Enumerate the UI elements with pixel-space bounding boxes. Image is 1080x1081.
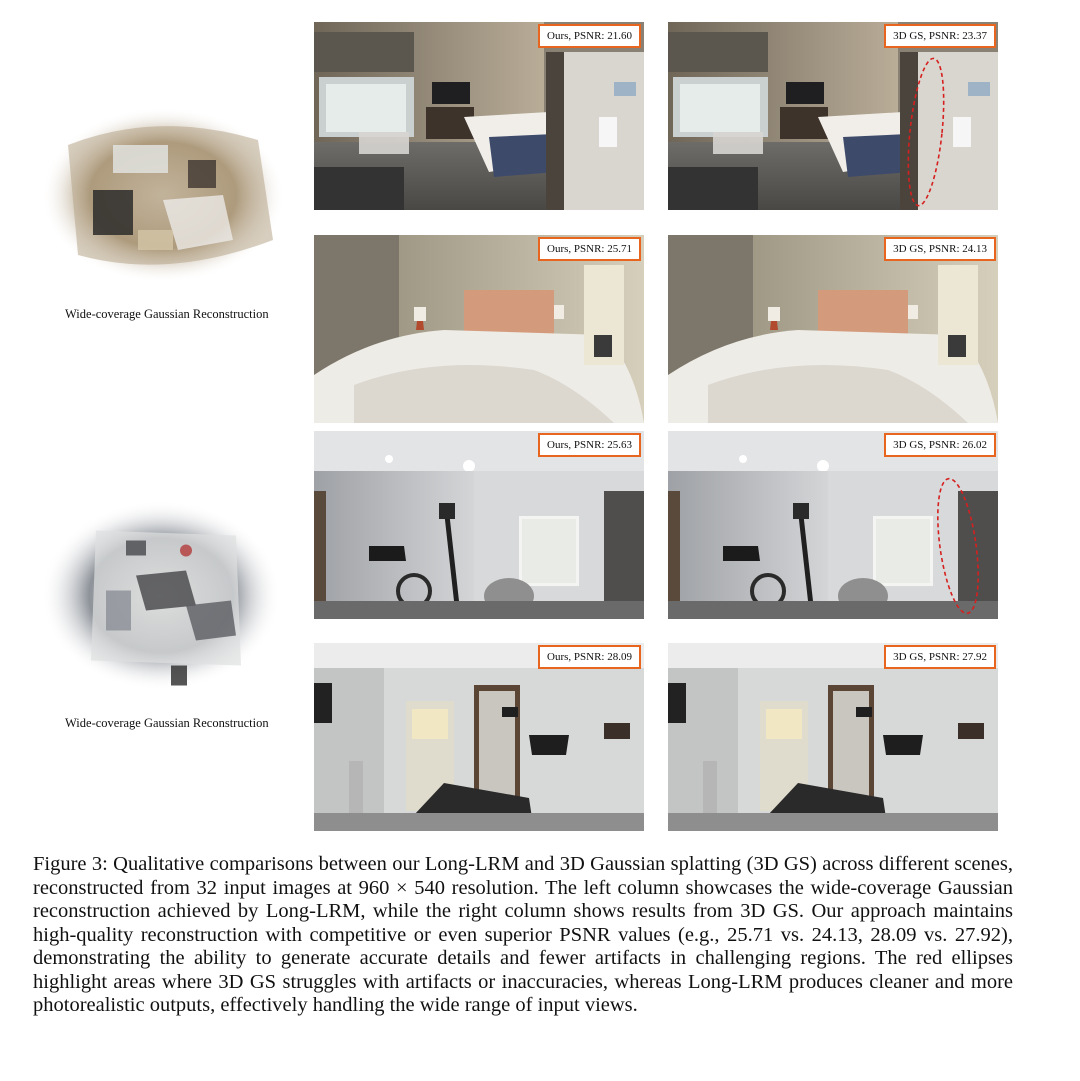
ours-render-row4 [314,643,644,831]
ours-render-row3 [314,431,644,619]
ours-psnr-label: Ours, PSNR: 28.09 [538,645,641,669]
reconstruction-caption-1: Wide-coverage Gaussian Reconstruction [65,307,269,321]
reconstruction-caption-2: Wide-coverage Gaussian Reconstruction [65,716,269,730]
figure-caption: Figure 3: Qualitative comparisons between our Long-LRM and 3D Gaussian splatting (3D GS) across different scenes, reconstructed from 32 input images at 960 × 540 resolution. The left column showcases the wide-coverage Gaussian reconstruction achieved by Long-LRM, while the right column shows results from 3D GS. Our approach maintains high-quality reconstruction with competitive or even superior PSNR values (e.g., 25.71 vs. 24.13, 28.09 vs. 27.92), demonstrating the ability to generate accurate details and fewer artifacts in challenging regions. The red ellipses highlight areas where 3D GS struggles with artifacts or inaccuracies, whereas Long-LRM produces cleaner and more photorealistic outputs, effectively handling the wide range of input views. [33,853,1013,1016]
3dgs-render-row3 [668,431,998,619]
ours-psnr-label: Ours, PSNR: 25.63 [538,433,641,457]
3dgs-psnr-label: 3D GS, PSNR: 26.02 [884,433,996,457]
ours-psnr-label: Ours, PSNR: 25.71 [538,237,641,261]
ours-render-row2 [314,235,644,423]
3dgs-render-row2 [668,235,998,423]
3dgs-render-row4 [668,643,998,831]
reconstruction-image-1 [38,95,288,295]
3dgs-psnr-label: 3D GS, PSNR: 27.92 [884,645,996,669]
ours-psnr-label: Ours, PSNR: 21.60 [538,24,641,48]
3dgs-psnr-label: 3D GS, PSNR: 24.13 [884,237,996,261]
3dgs-psnr-label: 3D GS, PSNR: 23.37 [884,24,996,48]
3dgs-render-row1 [668,22,998,210]
ours-render-row1 [314,22,644,210]
reconstruction-image-2 [36,488,286,703]
